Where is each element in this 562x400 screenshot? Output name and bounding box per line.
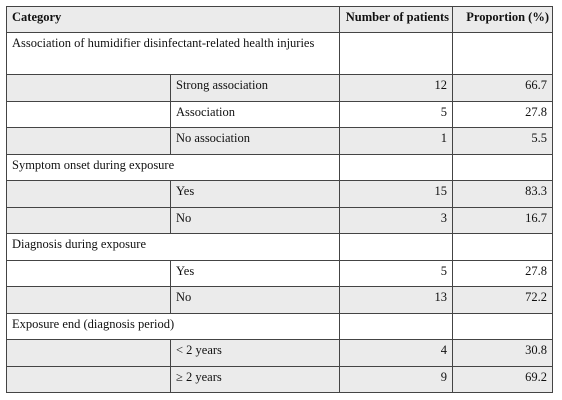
row-proportion: 27.8 [453, 101, 553, 128]
header-category: Category [7, 7, 340, 33]
row-label: ≥ 2 years [171, 366, 340, 393]
table-row [7, 181, 553, 208]
row-label: Yes [171, 260, 340, 287]
table-row [7, 340, 553, 367]
indent-cell [7, 340, 171, 367]
header-number-of-patients: Number of patients [340, 7, 453, 33]
table-row [7, 366, 553, 393]
indent-cell [7, 366, 171, 393]
section-title: Exposure end (diagnosis period) [7, 313, 340, 340]
section-header-row [7, 154, 553, 181]
row-patients: 1 [340, 128, 453, 155]
table-row [7, 101, 553, 128]
row-label: No [171, 287, 340, 314]
section-header-row [7, 234, 553, 261]
table-row [7, 75, 553, 102]
indent-cell [7, 260, 171, 287]
table-row [7, 207, 553, 234]
empty-cell [340, 234, 453, 261]
empty-cell [340, 154, 453, 181]
table-header-row [7, 7, 553, 33]
row-label: < 2 years [171, 340, 340, 367]
row-label: No [171, 207, 340, 234]
empty-cell [453, 234, 553, 261]
empty-cell [453, 154, 553, 181]
row-patients: 12 [340, 75, 453, 102]
row-label: Yes [171, 181, 340, 208]
patient-data-table [6, 6, 553, 393]
empty-cell [453, 33, 553, 75]
section-header-row [7, 313, 553, 340]
table-row [7, 128, 553, 155]
row-proportion: 30.8 [453, 340, 553, 367]
empty-cell [453, 313, 553, 340]
row-patients: 15 [340, 181, 453, 208]
empty-cell [340, 313, 453, 340]
row-label: Association [171, 101, 340, 128]
row-proportion: 5.5 [453, 128, 553, 155]
header-proportion: Proportion (%) [453, 7, 553, 33]
indent-cell [7, 128, 171, 155]
indent-cell [7, 287, 171, 314]
row-proportion: 27.8 [453, 260, 553, 287]
section-header-row [7, 33, 553, 75]
row-patients: 9 [340, 366, 453, 393]
row-patients: 13 [340, 287, 453, 314]
indent-cell [7, 207, 171, 234]
indent-cell [7, 181, 171, 208]
row-patients: 3 [340, 207, 453, 234]
empty-cell [340, 33, 453, 75]
row-proportion: 69.2 [453, 366, 553, 393]
table-row [7, 287, 553, 314]
row-proportion: 16.7 [453, 207, 553, 234]
row-patients: 5 [340, 260, 453, 287]
row-label: Strong association [171, 75, 340, 102]
row-proportion: 72.2 [453, 287, 553, 314]
row-label: No association [171, 128, 340, 155]
indent-cell [7, 75, 171, 102]
section-title: Association of humidifier disinfectant-related health injuries [7, 33, 340, 75]
section-title: Diagnosis during exposure [7, 234, 340, 261]
row-patients: 4 [340, 340, 453, 367]
row-proportion: 66.7 [453, 75, 553, 102]
table-row [7, 260, 553, 287]
section-title: Symptom onset during exposure [7, 154, 340, 181]
indent-cell [7, 101, 171, 128]
row-patients: 5 [340, 101, 453, 128]
row-proportion: 83.3 [453, 181, 553, 208]
